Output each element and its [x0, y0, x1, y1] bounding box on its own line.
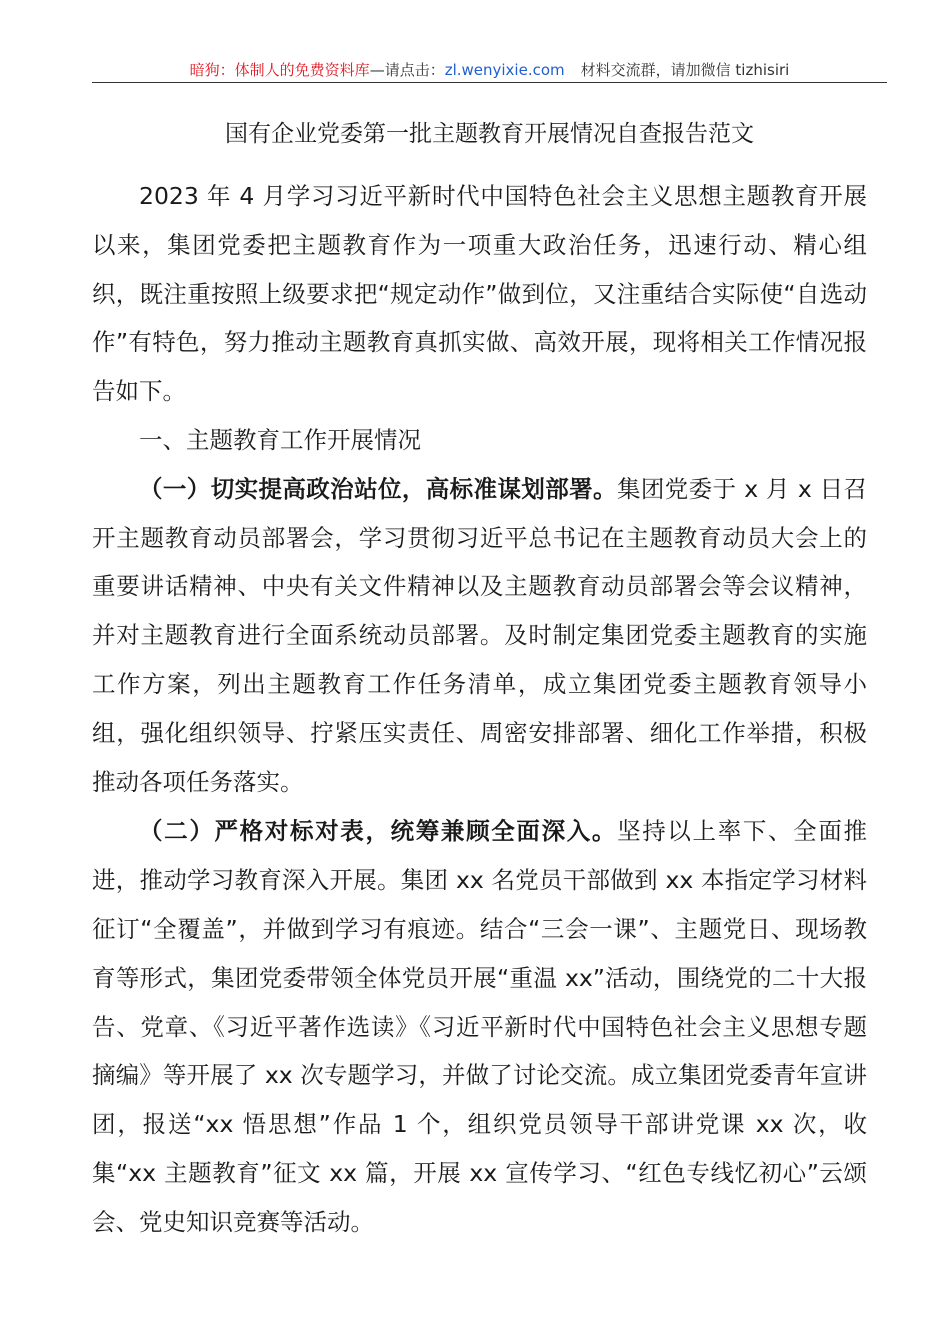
header-wechat-note: 材料交流群，请加微信 tizhisiri: [580, 61, 790, 79]
document-body: [92, 172, 867, 1247]
document-title: 国有企业党委第一批主题教育开展情况自查报告范文: [225, 121, 754, 147]
header-prompt: —请点击：: [369, 61, 445, 79]
header-brand: 暗狗：体制人的免费资料库: [189, 61, 370, 79]
paragraph-2-text: 坚持以上率下、全面推进，推动学习教育深入开展。集团 xx 名党员干部做到 xx 本指定学习材料征订“全覆盖”，并做到学习有痕迹。结合“三会一课”、主题党日、现场教育等形式，集团党委带领全体党员开展“重温 xx”活动，围绕党的二十大报告、党章、《习近平著作选读》《习近平新时代中国特色社会主义思想专题摘编》等开展了 xx 次专题学习，并做了讨论交流。成立集团党委青年宣讲团，报送“xx 悟思想”作品 1 个，组织党员领导干部讲党课 xx 次，收集“xx 主题教育”征文 xx 篇，开展 xx 宣传学习、“红色专线忆初心”云颂会、党史知识竞赛等活动。: [92, 817, 868, 1236]
paragraph-1-lead: （一）切实提高政治站位，高标准谋划部署。: [139, 474, 617, 503]
header-url-link[interactable]: zl.wenyixie.com: [444, 61, 565, 79]
paragraph-2-lead: （二）严格对标对表，统筹兼顾全面深入。: [139, 817, 618, 846]
paragraph-1-text: 集团党委于 x 月 x 日召开主题教育动员部署会，学习贯彻习近平总书记在主题教育动员大会上的重要讲话精神、中央有关文件精神以及主题教育动员部署会等会议精神，并对主题教育进行全面系统动员部署。及时制定集团党委主题教育的实施工作方案，列出主题教育工作任务清单，成立集团党委主题教育领导小组，强化组织领导、拧紧压实责任、周密安排部署、细化工作举措，积极推动各项任务落实。: [92, 474, 867, 796]
page-header: [92, 58, 887, 83]
section-paragraph-1: [92, 465, 867, 807]
section-heading: 一、主题教育工作开展情况: [139, 425, 421, 454]
section-paragraph-2: [92, 807, 867, 1246]
intro-paragraph: 2023 年 4 月学习习近平新时代中国特色社会主义思想主题教育开展以来，集团党委把主题教育作为一项重大政治任务，迅速行动、精心组织，既注重按照上级要求把“规定动作”做到位，又注重结合实际使“自选动作”有特色，努力推动主题教育真抓实做、高效开展，现将相关工作情况报告如下。: [92, 182, 867, 406]
